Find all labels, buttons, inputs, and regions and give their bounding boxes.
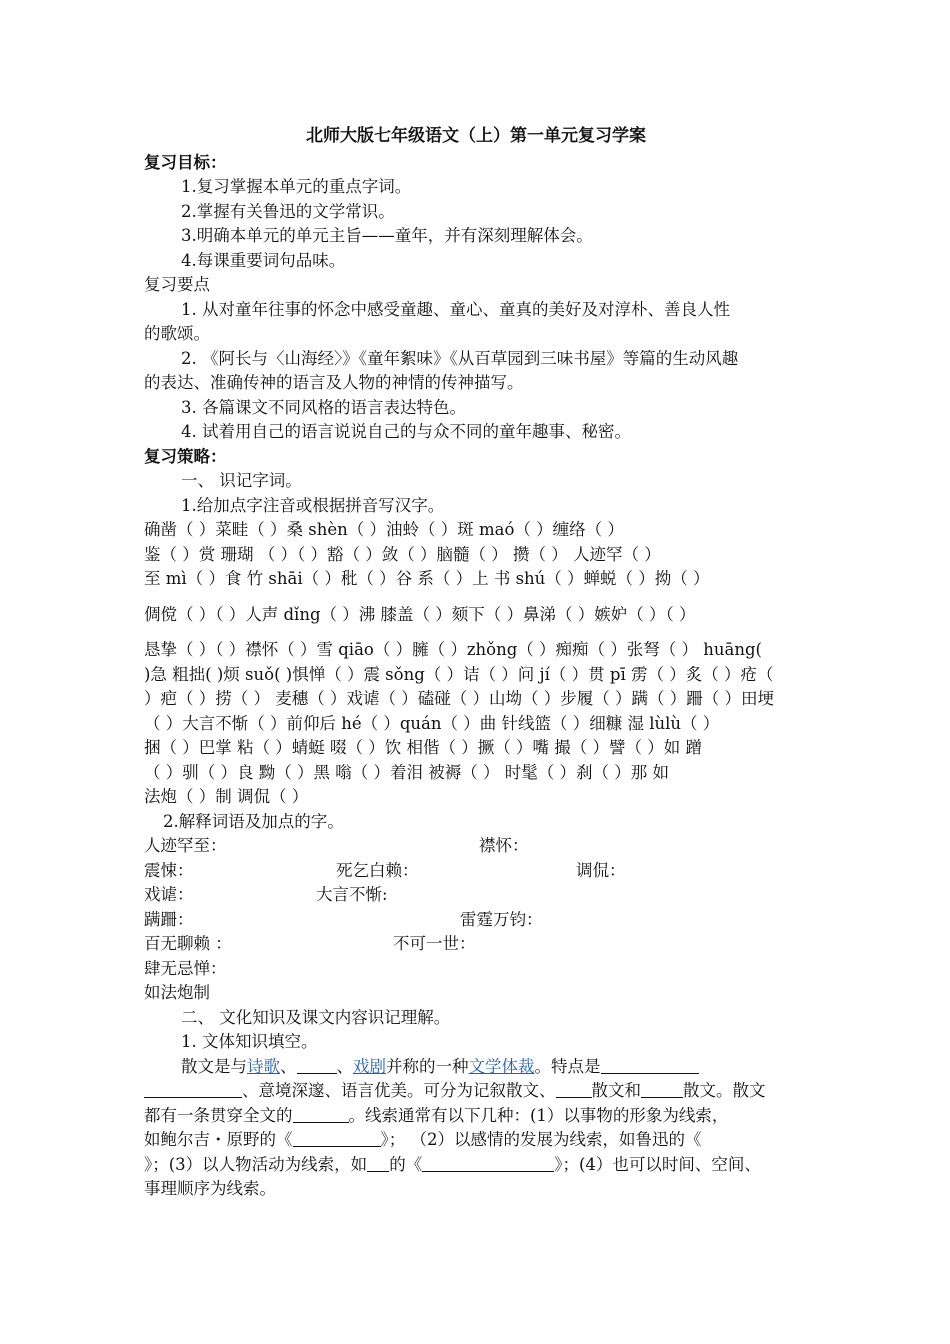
term-row xyxy=(144,859,808,884)
text-run: 如鲍尔吉・原野的《 xyxy=(144,1130,293,1149)
term-row xyxy=(144,883,808,908)
genre-paragraph-line xyxy=(144,1079,808,1104)
text-run: 。线索通常有以下几种：(1）以事物的形象为线索， xyxy=(348,1105,729,1125)
task-instruction: 1. 文体知识填空。 xyxy=(181,1032,318,1051)
pinyin-line: 至 mì（ ）食 竹 shāi（ ）秕（ ）谷 系（ ）上 书 shú（ ）蝉蜕（ ）拗（ ） xyxy=(144,569,710,588)
point-line: 3. 各篇课文不同风格的语言表达特色。 xyxy=(181,397,466,417)
strategy-heading: 复习策略： xyxy=(144,446,227,466)
term-label: 百无聊赖 ： xyxy=(144,934,232,953)
section-heading: 二、 文化知识及课文内容识记理解。 xyxy=(181,1007,451,1027)
text-run: 、意境深邃、语言优美。可分为记叙散文、 xyxy=(242,1081,556,1100)
term-row xyxy=(144,908,808,933)
fill-blank[interactable] xyxy=(367,1155,389,1172)
link-drama[interactable]: 戏剧 xyxy=(353,1056,386,1076)
term-label: 戏谑： xyxy=(144,885,194,904)
link-poetry[interactable]: 诗歌 xyxy=(247,1056,280,1076)
goal-item: 2.掌握有关鲁迅的文学常识。 xyxy=(181,201,395,221)
pinyin-line: 倜傥（ ）（ ）人声 dǐng（ ）沸 膝盖（ ）颏下（ ）鼻涕（ ）嫉妒（ ）（ ） xyxy=(144,604,696,624)
term-label: 雷霆万钧： xyxy=(460,909,543,929)
text-run: 、 xyxy=(336,1056,353,1076)
pinyin-line: )急 粗拙( )烦 suǒ( )惧惮（ ）震 sǒng（ ）诘（ ）问 jí（ ）贯 pī 雳（ ）炙（ ）疮（ xyxy=(144,664,774,684)
text-run: 》；(3）以人物活动为线索，如 xyxy=(144,1154,368,1174)
genre-paragraph-line xyxy=(144,1055,808,1080)
fill-blank[interactable] xyxy=(293,1106,349,1123)
term-label: 蹒跚： xyxy=(144,909,194,929)
term-label: 调侃： xyxy=(576,860,626,880)
goal-item: 3.明确本单元的单元主旨——童年，并有深刻理解体会。 xyxy=(181,226,593,245)
fill-blank[interactable] xyxy=(601,1057,699,1074)
term-label: 不可一世： xyxy=(393,934,476,953)
point-line: 1. 从对童年往事的怀念中感受童趣、童心、童真的美好及对淳朴、善良人性 xyxy=(181,299,730,319)
pinyin-line: 法炮（ ）制 调侃（ ） xyxy=(144,787,309,806)
genre-paragraph-line: 事理顺序为线索。 xyxy=(144,1179,276,1198)
goals-heading: 复习目标： xyxy=(144,152,227,172)
term-label: 大言不惭: xyxy=(316,885,388,904)
fill-blank[interactable] xyxy=(556,1081,592,1098)
genre-paragraph-line xyxy=(144,1153,808,1178)
text-run: 的《 xyxy=(389,1154,423,1174)
text-run: 、 xyxy=(280,1056,297,1076)
pinyin-line: （ ）驯（ ）良 黝（ ）黑 嗡（ ）着泪 被褥（ ） 时髦（ ）刹（ ）那 如 xyxy=(144,762,669,782)
pinyin-line: ）疤（ ）捞（ ） 麦穗（ ）戏谑（ ）磕碰（ ）山坳（ ）步履（ ）蹒（ ）跚（ ）田埂 xyxy=(144,689,774,708)
point-line: 4. 试着用自己的语言说说自己的与众不同的童年趣事、秘密。 xyxy=(181,422,631,441)
point-line: 2. 《阿长与〈山海经〉》《童年絮味》《从百草园到三味书屋》等篇的生动风趣 xyxy=(181,348,739,368)
point-line: 的歌颂。 xyxy=(144,324,210,343)
term-row xyxy=(144,834,808,859)
genre-paragraph-line xyxy=(144,1128,808,1153)
text-run: 》；(4）也可以时间、空间、 xyxy=(554,1154,761,1174)
task-instruction: 1.给加点字注音或根据拼音写汉字。 xyxy=(181,495,445,515)
genre-paragraph-line xyxy=(144,1104,808,1129)
section-heading: 一、 识记字词。 xyxy=(181,471,302,490)
fill-blank[interactable] xyxy=(144,1081,242,1098)
point-line: 的表达、准确传神的语言及人物的神情的传神描写。 xyxy=(144,373,524,392)
term-label: 人迹罕至： xyxy=(144,836,227,855)
page-title: 北师大版七年级语文（上）第一单元复习学案 xyxy=(306,126,646,146)
pinyin-line: （ ）大言不惭（ ）前仰后 hé（ ）quán（ ）曲 针线篮（ ）细糠 湿 lùlù（ ） xyxy=(144,713,720,733)
fill-blank[interactable] xyxy=(422,1155,554,1172)
text-run: 。特点是 xyxy=(534,1056,601,1076)
text-run: 》； （2）以感情的发展为线索，如鲁迅的《 xyxy=(380,1130,702,1149)
pinyin-line: 鉴（ ）赏 珊瑚 （ ）（ ）豁（ ）敛（ ）脑髓（ ） 攒（ ） 人迹罕（ ） xyxy=(144,544,661,564)
fill-blank[interactable] xyxy=(297,1057,337,1074)
document-page xyxy=(144,124,808,1202)
pinyin-line: 捆（ ）巴掌 粘（ ）蜻蜓 啜（ ）饮 相偕（ ）撅（ ）嘴 撮（ ）譬（ ）如 蹭 xyxy=(144,738,702,757)
text-run: 并称的一种 xyxy=(386,1056,469,1076)
term-label: 如法炮制 xyxy=(144,983,210,1002)
link-literary-genre[interactable]: 文学体裁 xyxy=(468,1056,535,1076)
goal-item: 4.每课重要词句品味。 xyxy=(181,250,346,270)
text-run: 散文是与 xyxy=(181,1056,247,1076)
text-run: 散文。散文 xyxy=(683,1081,766,1100)
term-label: 肆无忌惮： xyxy=(144,958,227,978)
task-instruction: 2.解释词语及加点的字。 xyxy=(163,811,344,831)
term-label: 襟怀： xyxy=(479,836,529,855)
term-label: 震悚： xyxy=(144,860,194,880)
points-heading: 复习要点 xyxy=(144,275,210,294)
pinyin-line: 恳挚（ ）（ ）襟怀（ ）雪 qiāo（ ）臃（ ）zhǒng（ ）痴痴（ ）张弩（ ） huāng( xyxy=(144,640,762,659)
term-row xyxy=(144,932,808,957)
fill-blank[interactable] xyxy=(641,1081,683,1098)
fill-blank[interactable] xyxy=(293,1130,381,1147)
text-run: 散文和 xyxy=(591,1081,641,1100)
goal-item: 1.复习掌握本单元的重点字词。 xyxy=(181,177,412,196)
term-label: 死乞白赖： xyxy=(336,860,419,880)
text-run: 都有一条贯穿全文的 xyxy=(144,1105,293,1125)
pinyin-line: 确凿（ ）菜畦（ ）桑 shèn（ ）油蛉（ ）斑 maó（ ）缠络（ ） xyxy=(144,520,624,539)
